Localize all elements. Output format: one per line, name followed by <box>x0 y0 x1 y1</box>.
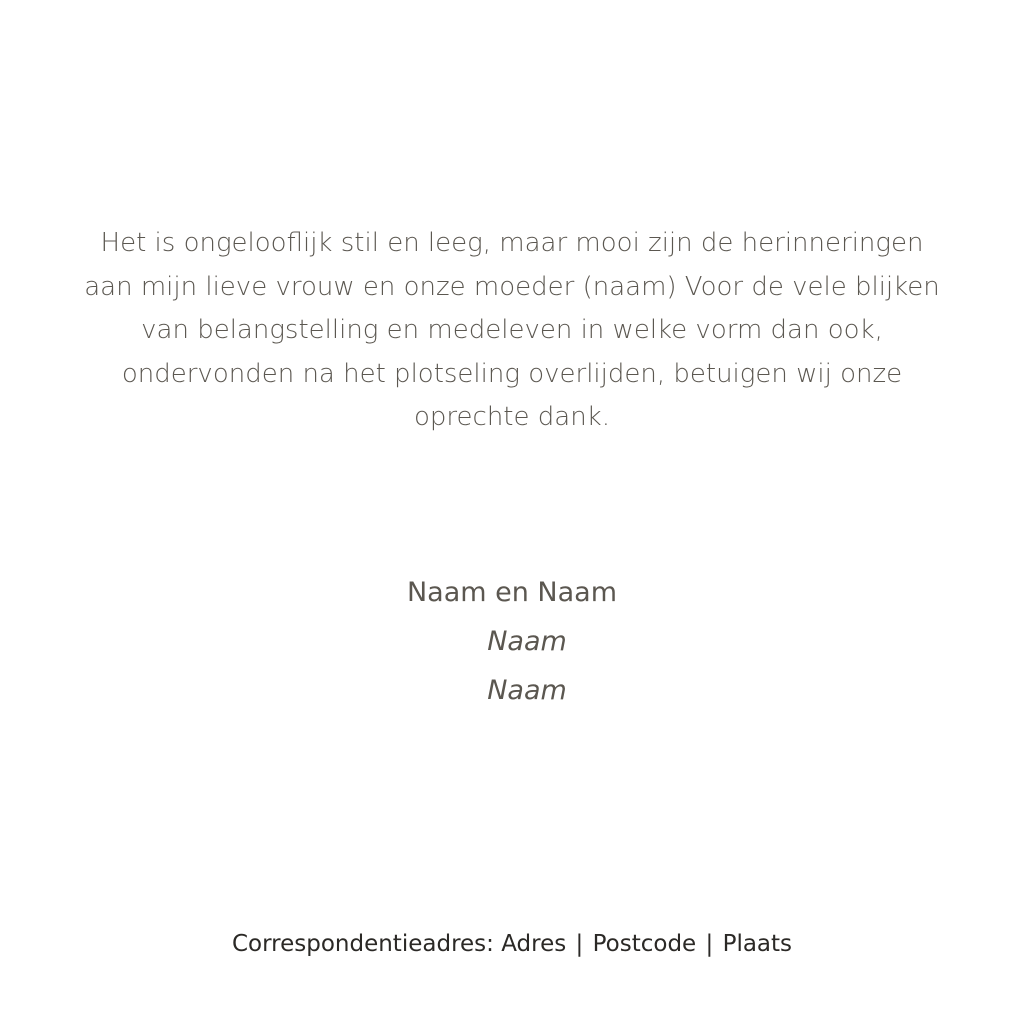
thank-you-message <box>0 222 1024 440</box>
message-line: van belangstelling en medeleven in welke vorm dan ook, <box>141 315 883 345</box>
address-street: Adres <box>501 931 567 957</box>
address-separator: | <box>575 931 584 957</box>
address-separator: | <box>705 931 714 957</box>
signature-child: Naam <box>487 675 567 706</box>
message-line: aan mijn lieve vrouw en onze moeder (naam) Voor de vele blijken <box>84 271 940 302</box>
message-line: oprechte dank. <box>414 402 610 432</box>
signature-child: Naam <box>487 626 567 657</box>
message-line: Het is ongelooflijk stil en leeg, maar mooi zijn de herinneringen <box>100 228 924 258</box>
signature-main: Naam en Naam <box>406 577 618 608</box>
address-label: Correspondentieadres: <box>231 931 494 957</box>
address-city: Plaats <box>722 931 793 957</box>
message-line: ondervonden na het plotseling overlijden, betuigen wij onze <box>121 358 903 389</box>
address-postcode: Postcode <box>592 931 697 957</box>
correspondence-address <box>0 926 1024 962</box>
